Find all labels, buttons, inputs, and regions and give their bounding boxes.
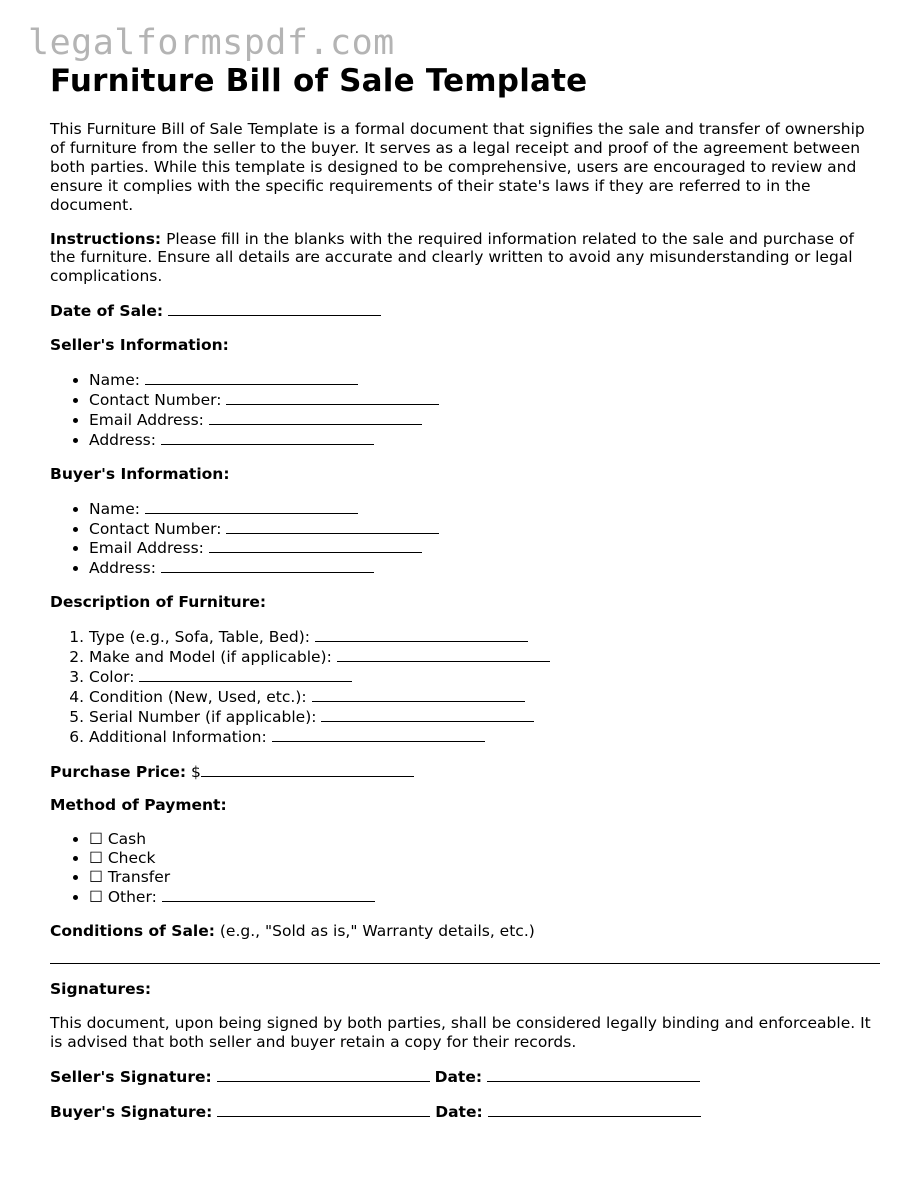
furniture-condition-label: Condition (New, Used, etc.): [89, 687, 312, 706]
conditions-label: Conditions of Sale: [50, 922, 215, 940]
payment-option-label: Cash [102, 830, 147, 849]
buyer-email-label: Email Address: [89, 539, 209, 558]
buyer-fields-list [50, 499, 880, 579]
furniture-color-label: Color: [89, 667, 140, 686]
signatures-paragraph: This document, upon being signed by both parties, shall be considered legally binding and enforceable. It is advised that both seller and buyer retain a copy for their records. [50, 1013, 871, 1051]
buyer-signature-row [50, 1102, 880, 1122]
furniture-heading [50, 593, 880, 612]
furniture-fields-list [50, 627, 880, 746]
furniture-type-label: Type (e.g., Sofa, Table, Bed): [89, 628, 315, 647]
buyer-email-field[interactable] [209, 538, 422, 553]
payment-heading [50, 796, 880, 815]
buyer-email-item [89, 538, 880, 558]
buyer-name-label: Name: [89, 499, 145, 518]
seller-signature-row [50, 1067, 880, 1087]
purchase-price-label: Purchase Price: [50, 762, 187, 781]
watermark-logo: legalformspdf.com [28, 23, 395, 63]
checkbox-icon[interactable]: ☐ [89, 830, 103, 849]
payment-other-field[interactable] [162, 887, 375, 902]
instructions-label: Instructions: [50, 229, 162, 248]
seller-contact-field[interactable] [226, 390, 439, 405]
buyer-contact-field[interactable] [226, 519, 439, 534]
page-title: Furniture Bill of Sale Template [50, 63, 588, 99]
payment-option-label: Check [102, 849, 156, 868]
buyer-address-item [89, 558, 880, 578]
furniture-additional-field[interactable] [272, 727, 485, 742]
buyer-date-field[interactable] [488, 1102, 701, 1117]
payment-option-label: Transfer [102, 868, 171, 887]
seller-heading [50, 336, 880, 355]
purchase-price-field[interactable] [201, 762, 414, 777]
furniture-additional-item [89, 727, 880, 747]
payment-option-label: Other: [102, 888, 162, 907]
seller-address-label: Address: [89, 430, 161, 449]
buyer-date-label: Date: [435, 1102, 483, 1121]
furniture-heading-text: Description of Furniture: [50, 593, 267, 612]
payment-heading-text: Method of Payment: [50, 796, 227, 815]
buyer-heading-text: Buyer's Information: [50, 464, 230, 483]
buyer-name-item [89, 499, 880, 519]
seller-heading-text: Seller's Information: [50, 336, 229, 355]
seller-email-field[interactable] [209, 410, 422, 425]
buyer-contact-item [89, 519, 880, 539]
buyer-heading [50, 465, 880, 484]
signatures-heading-text: Signatures: [50, 979, 152, 998]
seller-contact-label: Contact Number: [89, 390, 227, 409]
seller-email-label: Email Address: [89, 410, 209, 429]
furniture-color-field[interactable] [139, 667, 352, 682]
payment-options-list [50, 830, 880, 907]
payment-option-transfer [89, 868, 880, 887]
seller-name-item [89, 370, 880, 390]
seller-email-item [89, 410, 880, 430]
document-body [50, 60, 880, 1121]
seller-signature-label: Seller's Signature: [50, 1067, 212, 1086]
instructions-text: Please fill in the blanks with the required information related to the sale and purchase of the furniture. Ensure all details are accurate and clearly written to avoid any misunderstanding or legal complications. [50, 229, 854, 286]
furniture-condition-field[interactable] [312, 687, 525, 702]
seller-contact-item [89, 390, 880, 410]
currency-symbol: $ [186, 762, 201, 781]
furniture-serial-field[interactable] [321, 707, 534, 722]
seller-name-label: Name: [89, 371, 145, 390]
checkbox-icon[interactable]: ☐ [89, 888, 103, 907]
buyer-address-label: Address: [89, 559, 161, 578]
furniture-serial-item [89, 707, 880, 727]
buyer-signature-field[interactable] [217, 1102, 430, 1117]
buyer-signature-label: Buyer's Signature: [50, 1102, 213, 1121]
payment-option-cash [89, 830, 880, 849]
intro-paragraph: This Furniture Bill of Sale Template is a formal document that signifies the sale and transfer of ownership of furniture from the seller to the buyer. It serves as a legal receipt and proof of the agreement between both parties. While this template is designed to be comprehensive, users are encouraged to review and ensure it complies with the specific requirements of their state's laws if they are referred to in the document. [50, 120, 865, 214]
buyer-name-field[interactable] [145, 499, 358, 514]
date-of-sale-field[interactable] [168, 301, 381, 316]
buyer-contact-label: Contact Number: [89, 519, 227, 538]
furniture-color-item [89, 667, 880, 687]
date-of-sale-row [50, 301, 880, 321]
payment-option-check [89, 849, 880, 868]
seller-signature-field[interactable] [217, 1067, 430, 1082]
conditions-hint: (e.g., "Sold as is," Warranty details, etc.) [214, 922, 535, 940]
payment-option-other [89, 887, 880, 907]
seller-date-label: Date: [434, 1067, 483, 1086]
instructions-paragraph [50, 230, 880, 287]
checkbox-icon[interactable]: ☐ [89, 849, 103, 868]
furniture-make-model-field[interactable] [337, 647, 550, 662]
checkbox-icon[interactable]: ☐ [89, 868, 103, 887]
furniture-type-field[interactable] [315, 627, 528, 642]
signatures-heading [50, 980, 880, 999]
furniture-serial-label: Serial Number (if applicable): [89, 707, 322, 726]
furniture-make-model-label: Make and Model (if applicable): [89, 648, 337, 667]
furniture-additional-label: Additional Information: [89, 727, 272, 746]
date-of-sale-label: Date of Sale: [50, 302, 164, 321]
conditions-line-field[interactable] [50, 963, 880, 964]
furniture-type-item [89, 627, 880, 647]
seller-fields-list [50, 370, 880, 450]
furniture-condition-item [89, 687, 880, 707]
seller-name-field[interactable] [145, 370, 358, 385]
seller-address-item [89, 430, 880, 450]
furniture-make-model-item [89, 647, 880, 667]
seller-date-field[interactable] [487, 1067, 700, 1082]
buyer-address-field[interactable] [161, 558, 374, 573]
purchase-price-row [50, 762, 880, 782]
seller-address-field[interactable] [161, 430, 374, 445]
conditions-row [50, 922, 880, 941]
